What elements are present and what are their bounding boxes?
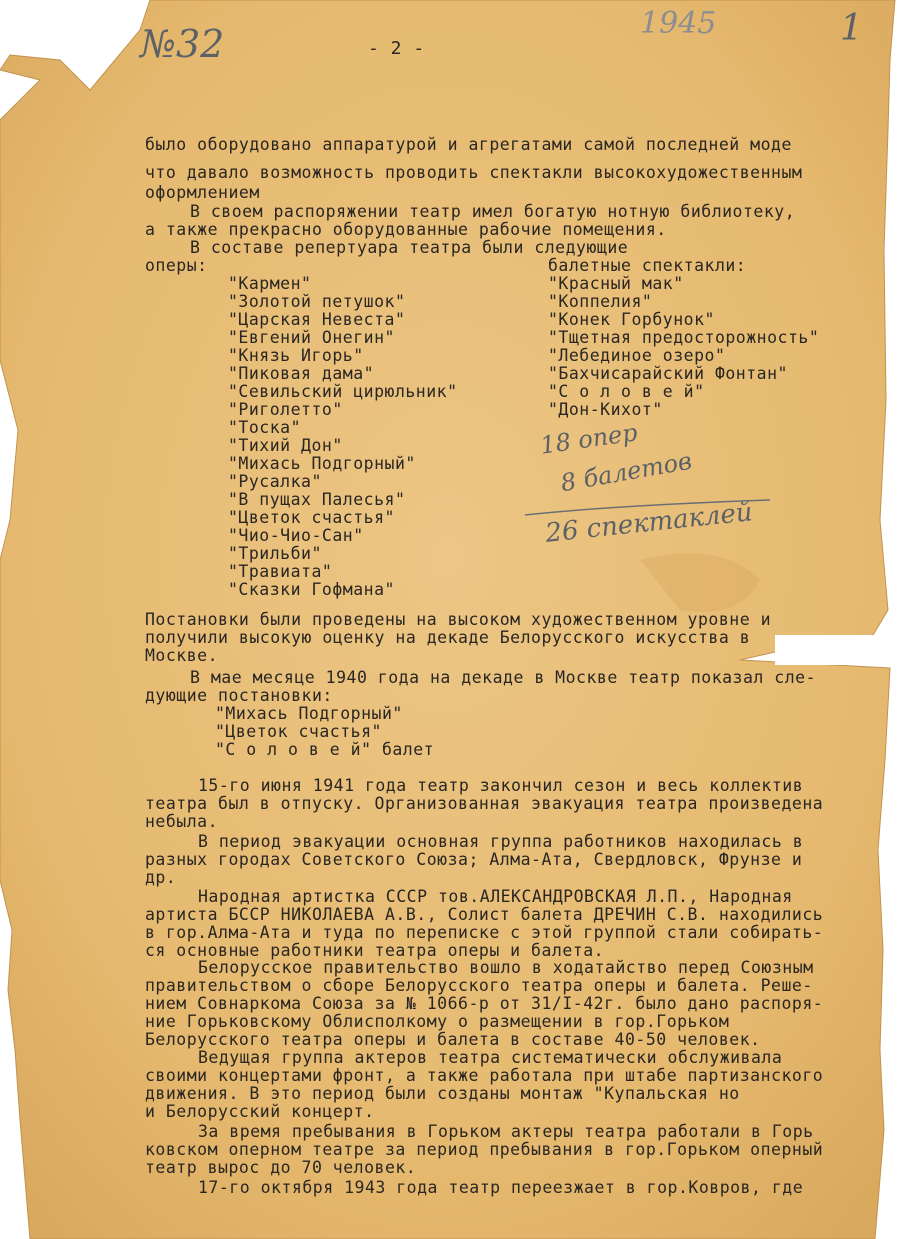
text-line: нием Совнаркома Союза за № 1066-р от 31/I-42г. было дано распоря- xyxy=(145,994,824,1013)
note-total: 26 спектаклей xyxy=(544,497,754,549)
text-line: ковском оперном театре за период пребывания в гор.Горьком оперный xyxy=(145,1140,824,1159)
opera-item: "Евгений Онегин" xyxy=(228,328,395,347)
text-line: За время пребывания в Горьком актеры театра работали в Горь xyxy=(198,1122,814,1141)
text-line: В период эвакуации основная группа работников находилась в xyxy=(198,832,804,851)
opera-item: "Травиата" xyxy=(228,562,333,581)
opera-item: "Тоска" xyxy=(228,418,302,437)
opera-item: "Царская Невеста" xyxy=(228,310,406,329)
opera-item: "Чио-Чио-Сан" xyxy=(228,526,364,545)
text-line: театра был в отпуску. Организованная эвакуация театра произведена xyxy=(145,794,824,813)
text-line: "Михась Подгорный" xyxy=(215,704,403,723)
text-line: Белорусское правительство вошло в ходатайство перед Союзным xyxy=(198,958,814,977)
opera-item: "В пущах Палесья" xyxy=(228,490,406,509)
text-line: 17-го октября 1943 года театр переезжает в гор.Ковров, где xyxy=(198,1178,804,1197)
text-line: разных городах Советского Союза; Алма-Ата, Свердловск, Фрунзе и xyxy=(145,850,803,869)
opera-item: "Трильби" xyxy=(228,544,322,563)
text-line: и Белорусский концерт. xyxy=(145,1102,375,1121)
text-line: своими концертами фронт, а также работала при штабе партизанского xyxy=(145,1066,824,1085)
opera-item: "Тихий Дон" xyxy=(228,436,343,455)
operas-label: оперы: xyxy=(145,256,208,275)
text-line: получили высокую оценку на декаде Белорусского искусства в xyxy=(145,628,751,647)
text-line: движения. В это период были созданы монтаж "Купальская но xyxy=(145,1084,740,1103)
opera-item: "Золотой петушок" xyxy=(228,292,406,311)
text-line: ние Горьковскому Облисполкому о размещении в гор.Горьком xyxy=(145,1012,730,1031)
text-line: В своем распоряжении театр имел богатую нотную библиотеку, xyxy=(190,202,796,221)
page-marker: - 2 - xyxy=(368,38,425,59)
text-line: правительством о сборе Белорусского театра оперы и балета. Реше- xyxy=(145,976,813,995)
opera-item: "Князь Игорь" xyxy=(228,346,364,365)
text-line: а также прекрасно оборудованные рабочие помещения. xyxy=(145,220,667,239)
text-line: небыла. xyxy=(145,812,219,831)
page-number-annotation: 1 xyxy=(840,8,863,49)
torn-gap xyxy=(775,635,900,665)
text-line: в гор.Алма-Ата и туда по переписке с этой группой стали собирать- xyxy=(145,923,824,942)
opera-item: "Пиковая дама" xyxy=(228,364,375,383)
text-line: Москве. xyxy=(145,646,219,665)
text-line: артиста БССР НИКОЛАЕВА А.В., Солист балета ДРЕЧИН С.В. находились xyxy=(145,905,824,924)
ballet-item: "Красный мак" xyxy=(548,274,684,293)
text-line: "Цветок счастья" xyxy=(215,722,382,741)
text-line: дующие постановки: xyxy=(145,686,333,705)
ballet-item: "Коппелия" xyxy=(548,292,653,311)
opera-item: "Риголетто" xyxy=(228,400,343,419)
ballet-item: "Конек Горбунок" xyxy=(548,310,715,329)
text-line: ся основные работники театра оперы и балета. xyxy=(145,941,605,960)
opera-item: "Сказки Гофмана" xyxy=(228,580,395,599)
ballet-item: "С о л о в е й" xyxy=(548,382,705,401)
text-line: было оборудовано аппаратурой и агрегатами самой последней моде xyxy=(145,135,792,154)
ballet-item: "Лебединое озеро" xyxy=(548,346,726,365)
opera-item: "Севильский цирюльник" xyxy=(228,382,458,401)
opera-item: "Михась Подгорный" xyxy=(228,454,416,473)
opera-item: "Русалка" xyxy=(228,472,322,491)
note-ballets: 8 балетов xyxy=(558,446,694,498)
text-line: др. xyxy=(145,868,177,887)
text-line: что давало возможность проводить спектакли высокохудожественным xyxy=(145,163,803,182)
text-line: В мае месяце 1940 года на декаде в Москве театр показал сле- xyxy=(190,668,817,687)
note-operas: 18 опер xyxy=(538,418,640,460)
ballet-item: "Тщетная предосторожность" xyxy=(548,328,820,347)
text-line: Ведущая группа актеров театра систематически обслуживала xyxy=(198,1048,783,1067)
text-line: Народная артистка СССР тов.АЛЕКСАНДРОВСКАЯ Л.П., Народная xyxy=(198,887,793,906)
opera-item: "Кармен" xyxy=(228,274,312,293)
ballets-label: балетные спектакли: xyxy=(548,256,747,275)
opera-item: "Цветок счастья" xyxy=(228,508,395,527)
text-line: Постановки были проведены на высоком художественном уровне и xyxy=(145,610,772,629)
ballet-item: "Бахчисарайский Фонтан" xyxy=(548,364,788,383)
archive-number: №32 xyxy=(140,22,225,66)
text-line: театр вырос до 70 человек. xyxy=(145,1158,417,1177)
text-line: Белорусского театра оперы и балета в составе 40-50 человек. xyxy=(145,1030,761,1049)
text-line: "С о л о в е й" балет xyxy=(215,740,435,759)
text-line: В составе репертуара театра были следующие xyxy=(190,238,629,257)
year-annotation: 1945 xyxy=(640,6,717,41)
text-line: 15-го июня 1941 года театр закончил сезон и весь коллектив xyxy=(198,776,804,795)
ballet-item: "Дон-Кихот" xyxy=(548,400,663,419)
text-line: оформлением xyxy=(145,183,260,202)
